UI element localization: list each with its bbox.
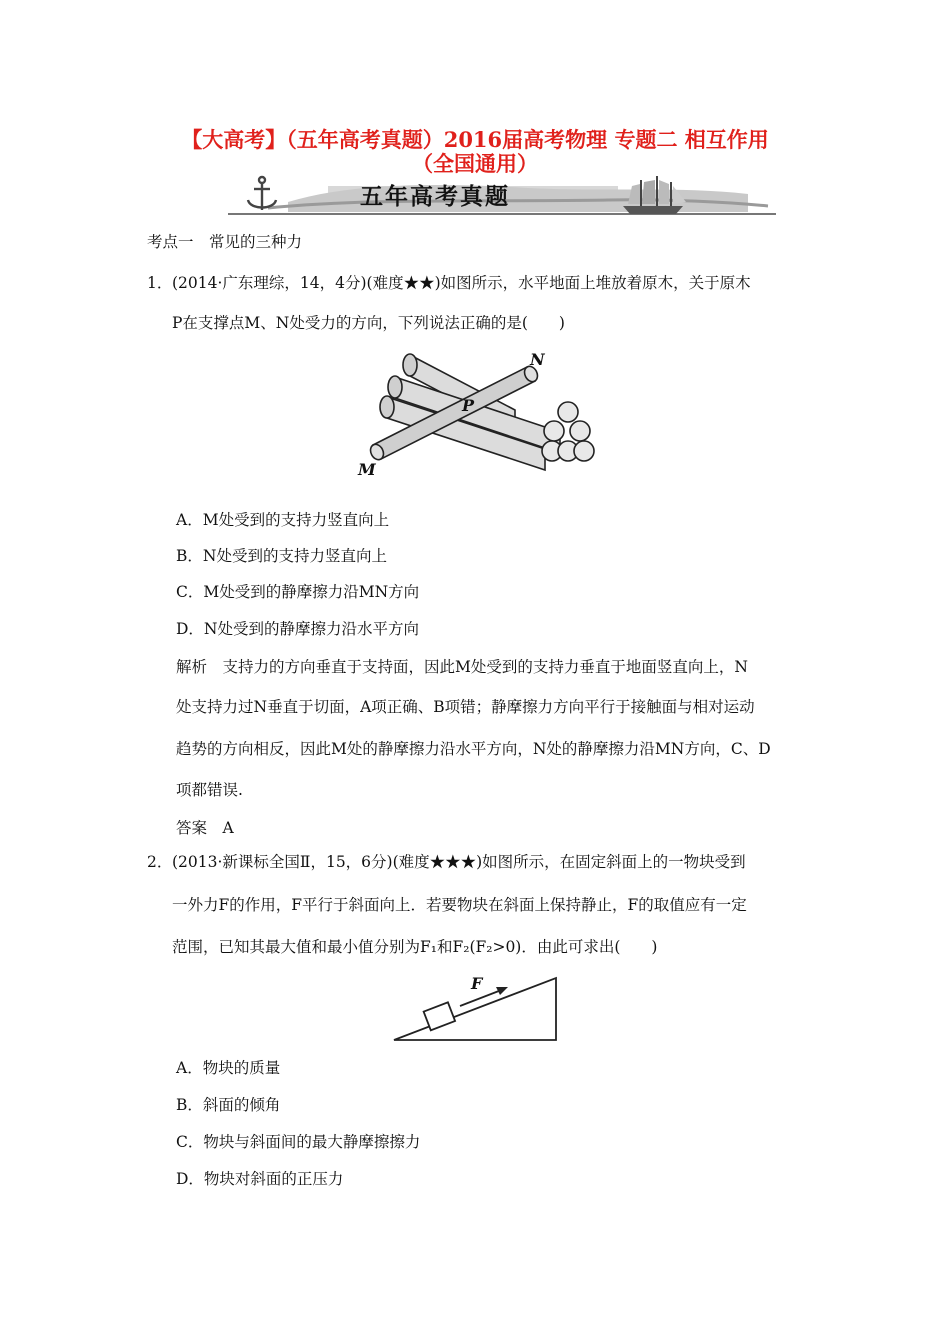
q2-stem-line3: 范围，已知其最大值和最小值分别为F₁和F₂(F₂>0)．由此可求出( ) [172,938,658,956]
q2-option-a: A．物块的质量 [176,1059,281,1077]
q1-option-d: D．N处受到的静摩擦力沿水平方向 [176,620,419,638]
q2-number: 2． [147,853,173,871]
anchor-icon [248,177,276,210]
q2-option-c: C．物块与斜面间的最大静摩擦擦力 [176,1133,421,1151]
banner-title: 五年高考真题 [360,184,510,210]
label-n: N [530,350,545,369]
log-pile-figure [355,345,600,480]
q1-option-c: C．M处受到的静摩擦力沿MN方向 [176,583,420,601]
q2-option-d: D．物块对斜面的正压力 [176,1170,344,1188]
label-m: M [358,460,376,479]
q1-number: 1． [147,274,173,292]
q1-answer: 答案 A [176,819,234,837]
q2-stem-line1: (2013·新课标全国Ⅱ，15，6分)(难度★★★)如图所示，在固定斜面上的一物块受到 [172,853,746,871]
q1-analysis-line3: 趋势的方向相反，因此M处的静摩擦力沿水平方向，N处的静摩擦力沿MN方向，C、D [176,740,771,758]
label-f: F [471,974,483,993]
document-title-line2: （全国通用） [412,151,538,176]
q1-analysis-line4: 项都错误. [176,781,243,799]
section-heading: 考点一 常见的三种力 [147,233,303,251]
q1-stem-line1: (2014·广东理综，14，4分)(难度★★)如图所示，水平地面上堆放着原木，关于原木 [172,274,751,292]
q2-stem-line2: 一外力F的作用，F平行于斜面向上．若要物块在斜面上保持静止，F的取值应有一定 [172,896,747,914]
q1-stem-line2: P在支撑点M、N处受力的方向，下列说法正确的是( ) [172,314,565,332]
sailing-ship-icon [623,176,686,214]
q1-analysis-line2: 处支持力过N垂直于切面，A项正确、B项错；静摩擦力方向平行于接触面与相对运动 [176,698,755,716]
q1-analysis-line1: 解析 支持力的方向垂直于支持面，因此M处受到的支持力垂直于地面竖直向上，N [176,658,748,676]
q1-option-b: B．N处受到的支持力竖直向上 [176,547,387,565]
document-title-line1: 【大高考】（五年高考真题）2016届高考物理 专题二 相互作用 [181,127,769,152]
q2-option-b: B．斜面的倾角 [176,1096,281,1114]
label-p: P [462,396,475,415]
q1-option-a: A．M处受到的支持力竖直向上 [176,511,390,529]
